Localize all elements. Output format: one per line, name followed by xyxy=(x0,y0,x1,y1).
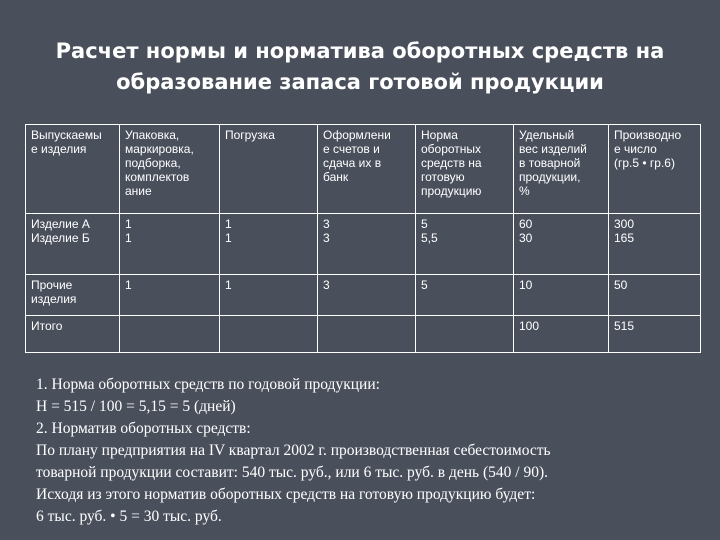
table-cell: 50 xyxy=(609,275,701,316)
table-row xyxy=(26,275,701,316)
table-cell xyxy=(220,316,318,353)
text-line: 1. Норма оборотных средств по годовой продукции: xyxy=(36,376,380,393)
header-share: Удельный вес изделий в товарной продукции, % xyxy=(514,125,609,214)
table-cell: 5 5,5 xyxy=(416,214,514,275)
table-cell: 1 1 xyxy=(120,214,220,275)
slide-title: Расчет нормы и норматива оборотных средств на образование запаса готовой продукции xyxy=(55,39,665,94)
table-cell: 60 30 xyxy=(514,214,609,275)
header-packaging: Упаковка, маркировка, подборка, комплектов ание xyxy=(120,125,220,214)
norm-table xyxy=(25,124,701,353)
table-cell xyxy=(416,316,514,353)
header-norm: Норма оборотных средств на готовую продукцию xyxy=(416,125,514,214)
header-invoicing: Оформлени е счетов и сдача их в банк xyxy=(318,125,416,214)
table-row xyxy=(26,214,701,275)
table-cell: 100 xyxy=(514,316,609,353)
table-cell: Итого xyxy=(26,316,120,353)
table-cell: 1 xyxy=(220,275,318,316)
table-cell xyxy=(120,316,220,353)
table-cell: 10 xyxy=(514,275,609,316)
text-line: Н = 515 / 100 = 5,15 = 5 (дней) xyxy=(36,398,236,415)
table-total-row xyxy=(26,316,701,353)
table-cell: 515 xyxy=(609,316,701,353)
table-cell: Прочие изделия xyxy=(26,275,120,316)
table-header-row xyxy=(26,125,701,214)
calculation-text xyxy=(36,374,706,528)
table-cell: 300 165 xyxy=(609,214,701,275)
table-cell: 5 xyxy=(416,275,514,316)
table-cell: 1 xyxy=(120,275,220,316)
table-cell: 3 xyxy=(318,275,416,316)
header-products: Выпускаемы е изделия xyxy=(26,125,120,214)
text-line: Исходя из этого норматив оборотных средств на готовую продукцию будет: xyxy=(36,486,536,503)
table-cell xyxy=(318,316,416,353)
text-line: По плану предприятия на IV квартал 2002 г. производственная себестоимость xyxy=(36,442,551,459)
table-cell: Изделие А Изделие Б xyxy=(26,214,120,275)
table-cell: 3 3 xyxy=(318,214,416,275)
text-line: 2. Норматив оборотных средств: xyxy=(36,420,251,437)
table-cell: 1 1 xyxy=(220,214,318,275)
header-loading: Погрузка xyxy=(220,125,318,214)
header-derived: Производно е число (гр.5 • гр.6) xyxy=(609,125,701,214)
text-line: 6 тыс. руб. • 5 = 30 тыс. руб. xyxy=(36,508,222,525)
text-line: товарной продукции составит: 540 тыс. руб., или 6 тыс. руб. в день (540 / 90). xyxy=(36,464,548,481)
